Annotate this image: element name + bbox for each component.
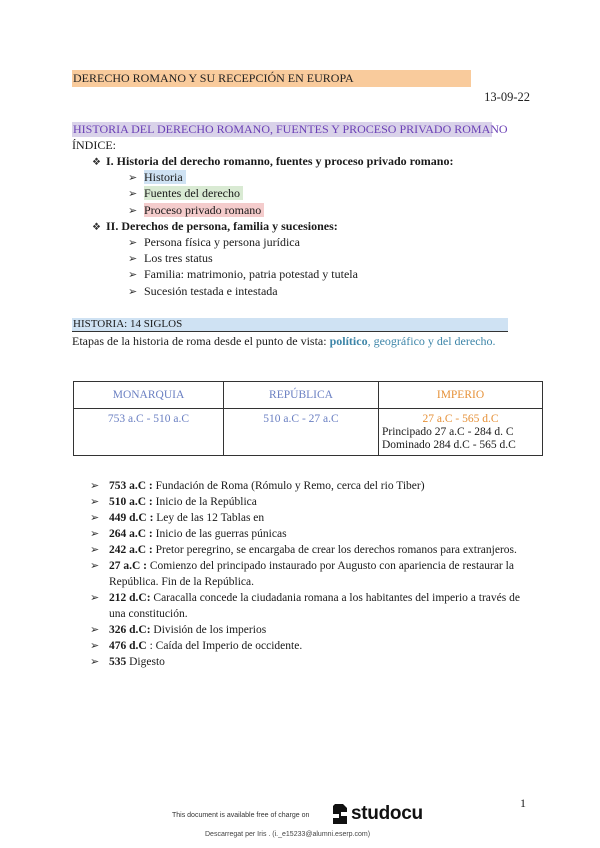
studocu-logo[interactable] (332, 803, 423, 825)
arrow-bullet-icon: ➢ (128, 188, 138, 200)
arrow-bullet-icon: ➢ (90, 624, 100, 636)
arrow-bullet-icon: ➢ (90, 544, 100, 556)
arrow-bullet-icon: ➢ (128, 172, 138, 184)
event-date: 27 a.C : (109, 560, 148, 572)
event-date: 264 a.C : (109, 528, 153, 540)
event-date: 753 a.C : (109, 480, 153, 492)
table-header-row (74, 382, 543, 409)
studocu-brand-name: studocu (351, 803, 423, 824)
event-text: Caracalla concede la ciudadania romana a los habitantes del imperio a través de una constitución. (109, 592, 520, 620)
periods-table (73, 381, 543, 456)
arrow-bullet-icon: ➢ (90, 480, 100, 492)
diamond-bullet-icon: ❖ (92, 157, 101, 168)
arrow-bullet-icon: ➢ (90, 656, 100, 668)
imperio-dominado: Dominado 284 d.C - 565 d.C (382, 439, 516, 451)
list-item (90, 590, 529, 622)
index-item (128, 267, 358, 283)
index-item (128, 203, 264, 219)
event-date: 242 a.C : (109, 544, 153, 556)
event-text: Ley de las 12 Tablas en (153, 512, 265, 524)
list-item (90, 638, 529, 654)
index-label: ÍNDICE: (72, 138, 116, 152)
arrow-bullet-icon: ➢ (128, 269, 138, 281)
index-part-1-title: I. Historia del derecho romanno, fuentes y proceso privado romano: (106, 154, 454, 168)
document-title: DERECHO ROMANO Y SU RECEPCIÓN EN EUROPA (72, 70, 471, 87)
list-item (90, 622, 529, 638)
index-part-2-title: II. Derechos de persona, familia y sucesiones: (106, 219, 338, 233)
index-item-label: Proceso privado romano (144, 203, 264, 217)
list-item (90, 654, 529, 670)
arrow-bullet-icon: ➢ (90, 512, 100, 524)
events-list (90, 478, 529, 670)
stages-prefix: Etapas de la historia de roma desde el punto de vista: (72, 334, 330, 348)
studocu-logo-icon (332, 803, 348, 825)
table-row (74, 409, 543, 456)
arrow-bullet-icon: ➢ (128, 205, 138, 217)
arrow-bullet-icon: ➢ (90, 560, 100, 572)
page-number: 1 (520, 796, 526, 810)
index-item-label: Historia (144, 170, 186, 184)
header-monarquia: MONARQUIA (74, 382, 224, 409)
stages-rest: , geográfico y del derecho. (367, 334, 496, 348)
list-item (90, 542, 529, 558)
arrow-bullet-icon: ➢ (90, 528, 100, 540)
imperio-content (379, 409, 542, 455)
index-item (128, 251, 213, 267)
event-text: División de los imperios (150, 624, 267, 636)
list-item (90, 510, 529, 526)
arrow-bullet-icon: ➢ (90, 640, 100, 652)
list-item (90, 526, 529, 542)
cell-republica (224, 409, 379, 456)
arrow-bullet-icon: ➢ (128, 253, 138, 265)
arrow-bullet-icon: ➢ (90, 496, 100, 508)
event-text: Digesto (126, 656, 165, 668)
index-item (128, 186, 243, 202)
event-text: Inicio de la República (152, 496, 257, 508)
header-imperio: IMPERIO (379, 382, 543, 409)
event-date: 535 (109, 656, 127, 668)
cell-monarquia (74, 409, 224, 456)
cell-imperio (379, 409, 543, 456)
event-text: Comienzo del principado instaurado por Augusto con apariencia de restaurar la República. Fin de la República. (109, 560, 514, 588)
event-date: 326 d.C: (109, 624, 151, 636)
stages-political: político (329, 334, 368, 348)
event-text: Inicio de las guerras púnicas (152, 528, 287, 540)
imperio-principado: Principado 27 a.C - 284 d. C (382, 426, 514, 438)
event-text: : Caída del Imperio de occidente. (146, 640, 303, 652)
list-item (90, 494, 529, 510)
arrow-bullet-icon: ➢ (128, 237, 138, 249)
event-date: 212 d.C: (109, 592, 151, 604)
imperio-range: 27 a.C - 565 d.C (422, 413, 499, 425)
arrow-bullet-icon: ➢ (90, 592, 100, 604)
republica-range: 510 a.C - 27 a.C (263, 413, 339, 425)
event-date: 476 d.C (109, 640, 147, 652)
index-item-label: Fuentes del derecho (144, 186, 243, 200)
index-item-label: Los tres status (144, 251, 213, 265)
historia-heading: HISTORIA: 14 SIGLOS (72, 318, 508, 332)
arrow-bullet-icon: ➢ (128, 286, 138, 298)
index-item-label: Sucesión testada e intestada (144, 284, 278, 298)
event-text: Fundación de Roma (Rómulo y Remo, cerca del rio Tiber) (152, 480, 425, 492)
list-item (90, 478, 529, 494)
document-date: 13-09-22 (484, 90, 530, 104)
index-part-2 (92, 219, 338, 235)
header-republica: REPÚBLICA (224, 382, 379, 409)
index-item-label: Persona física y persona jurídica (144, 235, 300, 249)
index-item-label: Familia: matrimonio, patria potestad y tutela (144, 267, 358, 281)
section-heading: HISTORIA DEL DERECHO ROMANO, FUENTES Y PROCESO PRIVADO ROMANO (73, 122, 508, 136)
index-item (128, 235, 300, 251)
event-date: 510 a.C : (109, 496, 153, 508)
list-item (90, 558, 529, 590)
availability-note: This document is available free of charge on (172, 812, 310, 819)
index-item (128, 170, 186, 186)
monarquia-range: 753 a.C - 510 a.C (107, 413, 190, 425)
stages-line (72, 333, 496, 349)
diamond-bullet-icon: ❖ (92, 222, 101, 233)
index-part-1 (92, 154, 453, 170)
event-date: 449 d.C : (109, 512, 154, 524)
event-text: Pretor peregrino, se encargaba de crear los derechos romanos para extranjeros. (152, 544, 517, 556)
index-item (128, 284, 278, 300)
download-note: Descarregat per Iris . (i._e15233@alumni.eserp.com) (205, 831, 371, 838)
